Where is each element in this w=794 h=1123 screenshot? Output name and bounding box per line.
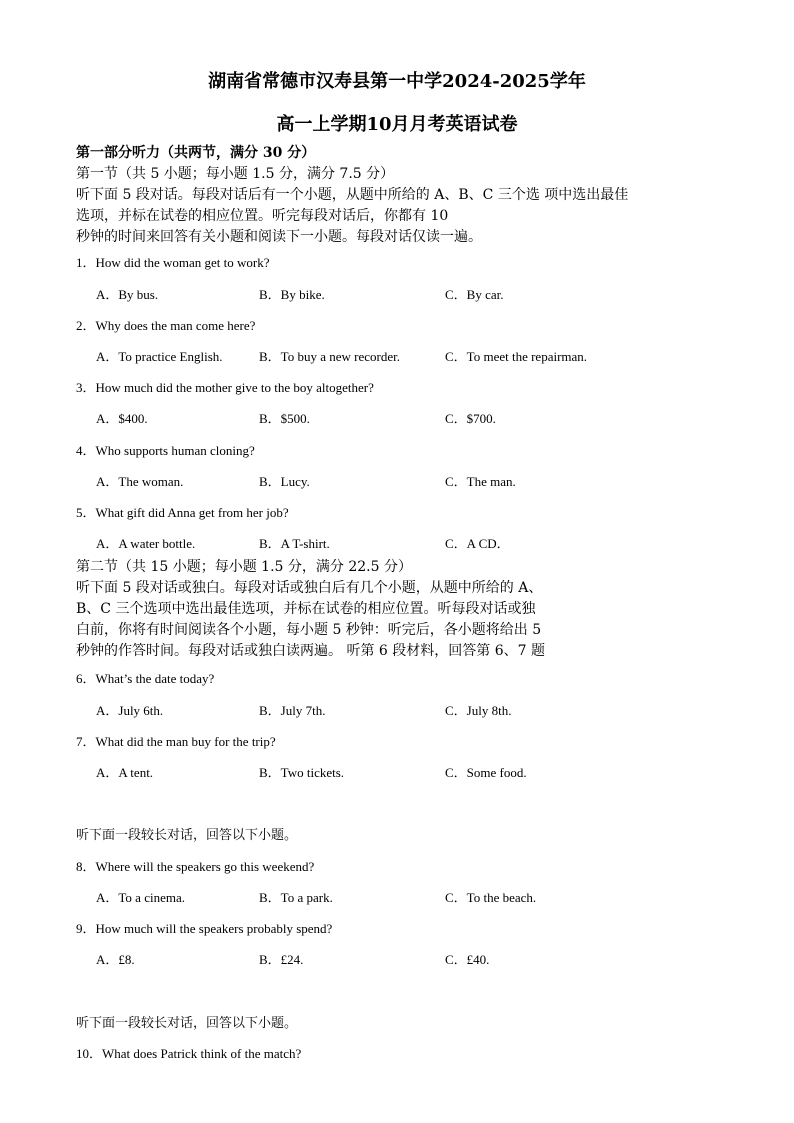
exam-title-test: 高一上学期10月月考英语试卷 — [276, 114, 518, 135]
option-a: A．A tent. — [96, 765, 154, 780]
question-text: 3．How much did the mother give to the boy altogether? — [76, 380, 374, 395]
question-text: 1．How did the woman get to work? — [76, 255, 270, 270]
option-a: A．The woman. — [96, 474, 184, 489]
section2-instructions-line: 秒钟的作答时间。每段对话或独白读两遍。 听第 6 段材料，回答第 6、7 题 — [76, 643, 545, 659]
option-b: B．July 7th. — [259, 703, 326, 718]
option-b: B．$500. — [259, 411, 310, 426]
section2-instructions-line: 白前，你将有时间阅读各个小题，每小题 5 秒钟：听完后，各小题将给出 5 — [76, 622, 542, 638]
question-text: 4．Who supports human cloning? — [76, 443, 255, 458]
question-text: 7．What did the man buy for the trip? — [76, 734, 276, 749]
option-c: C．By car. — [445, 287, 504, 302]
option-c: C．July 8th. — [445, 703, 512, 718]
section1-instructions-line: 选项，并标在试卷的相应位置。听完每段对话后，你都有 10 — [76, 208, 449, 224]
option-a: A．A water bottle. — [96, 536, 196, 551]
question-text: 2．Why does the man come here? — [76, 318, 256, 333]
option-a: A．To practice English. — [96, 349, 223, 364]
part1-heading: 第一部分听力（共两节，满分 30 分） — [76, 145, 316, 161]
option-b: B．By bike. — [259, 287, 325, 302]
question-text: 8．Where will the speakers go this weekend? — [76, 859, 315, 874]
option-a: A．To a cinema. — [96, 890, 185, 905]
option-b: B．Lucy. — [259, 474, 310, 489]
option-a: A．$400. — [96, 411, 148, 426]
option-b: B．A T-shirt. — [259, 536, 330, 551]
option-b: B．£24. — [259, 952, 304, 967]
option-b: B．Two tickets. — [259, 765, 345, 780]
option-b: B．To a park. — [259, 890, 333, 905]
section1-instructions-line: 听下面 5 段对话。每段对话后有一个小题，从题中所给的 A、B、C 三个选 项中选出最佳 — [76, 187, 629, 203]
question-text: 6．What’s the date today? — [76, 671, 215, 686]
option-c: C．$700. — [445, 411, 496, 426]
section2-heading: 第二节（共 15 小题；每小题 1.5 分，满分 22.5 分） — [76, 559, 412, 575]
section2-instructions-line: 听下面 5 段对话或独白。每段对话或独白后有几个小题，从题中所给的 A、 — [76, 580, 543, 596]
option-a: A．July 6th. — [96, 703, 164, 718]
option-c: C．£40. — [445, 952, 490, 967]
option-c: C．To the beach. — [445, 890, 537, 905]
option-b: B．To buy a new recorder. — [259, 349, 400, 364]
section1-instructions-line: 秒钟的时间来回答有关小题和阅读下一小题。每段对话仅读一遍。 — [76, 229, 482, 245]
long-dialogue-note: 听下面一段较长对话，回答以下小题。 — [76, 828, 298, 843]
option-a: A．By bus. — [96, 287, 159, 302]
option-a: A．£8. — [96, 952, 135, 967]
question-text: 10．What does Patrick think of the match? — [76, 1046, 302, 1061]
section1-heading: 第一节（共 5 小题；每小题 1.5 分，满分 7.5 分） — [76, 166, 395, 182]
option-c: C．A CD． — [445, 536, 510, 551]
option-c: C．The man. — [445, 474, 516, 489]
option-c: C．To meet the repairman. — [445, 349, 588, 364]
exam-title-school: 湖南省常德市汉寿县第一中学2024-2025学年 — [208, 71, 586, 92]
question-text: 9．How much will the speakers probably spend? — [76, 921, 333, 936]
question-text: 5．What gift did Anna get from her job? — [76, 505, 289, 520]
section2-instructions-line: B、C 三个选项中选出最佳选项，并标在试卷的相应位置。听每段对话或独 — [76, 601, 536, 617]
option-c: C．Some food. — [445, 765, 527, 780]
long-dialogue-note: 听下面一段较长对话，回答以下小题。 — [76, 1016, 298, 1031]
